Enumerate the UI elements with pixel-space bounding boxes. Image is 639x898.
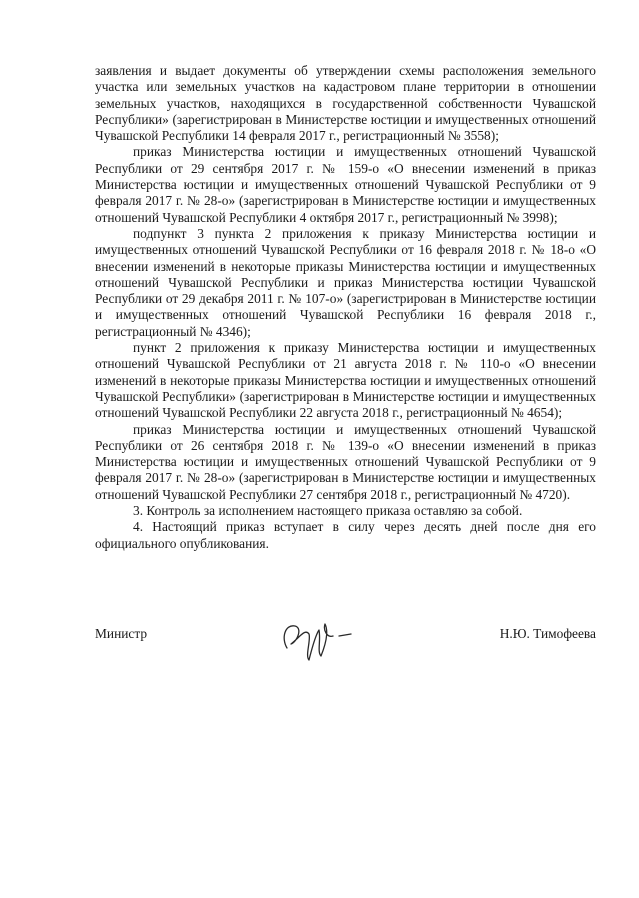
signatory-name: Н.Ю. Тимофеева <box>499 626 596 641</box>
paragraph-effective: 4. Настоящий приказ вступает в силу через десять дней после дня его официального опубликования. <box>95 519 596 551</box>
paragraph-5: приказ Министерства юстиции и имущественных отношений Чувашской Республики от 26 сентября 2018 г. № 139-о «О внесении изменений в приказ Министерства юстиции и имущественных отношений Чувашской Республики от 9 февраля 2017 г. № 28-о» (зарегистрирован в Министерстве юстиции и имущественных отношений Чувашской Республики 27 сентября 2018 г., регистрационный № 4720). <box>95 421 596 502</box>
paragraph-3: подпункт 3 пункта 2 приложения к приказу Министерства юстиции и имущественных отношений Чувашской Республики от 16 февраля 2018 г. № 18-о «О внесении изменений в некоторые приказы Министерства юстиции и имущественных отношений Чувашской Республики и приказ Министерства юстиции Чувашской Республики от 29 декабря 2011 г. № 107-о» (зарегистрирован в Министерстве юстиции и имущественных отношений Чувашской Республики 16 февраля 2018 г., регистрационный № 4346); <box>95 225 596 339</box>
paragraph-control: 3. Контроль за исполнением настоящего приказа оставляю за собой. <box>133 503 523 519</box>
paragraph-2: приказ Министерства юстиции и имущественных отношений Чувашской Республики от 29 сентября 2017 г. № 159-о «О внесении изменений в приказ Министерства юстиции и имущественных отношений Чувашской Республики от 9 февраля 2017 г. № 28-о» (зарегистрирован в Министерстве юстиции и имущественных отношений Чувашской Республики 4 октября 2017 г., регистрационный № 3998); <box>95 144 596 225</box>
paragraph-4: пункт 2 приложения к приказу Министерства юстиции и имущественных отношений Чувашской Республики от 21 августа 2018 г. № 110-о «О внесении изменений в некоторые приказы Министерства юстиции и имущественных отношений Чувашской Республики» (зарегистрирован в Министерстве юстиции и имущественных отношений Чувашской Республики 22 августа 2018 г., регистрационный № 4654); <box>95 340 596 421</box>
signatory-title: Министр <box>95 626 148 641</box>
paragraph-1: заявления и выдает документы об утверждении схемы расположения земельного участка или земельных участков на кадастровом плане территории в отношении земельных участков, находящихся в государственной собственности Чувашской Республики» (зарегистрирован в Министерстве юстиции и имущественных отношений Чувашской Республики 14 февраля 2017 г., регистрационный № 3558); <box>95 63 596 144</box>
signature-block <box>95 620 596 660</box>
handwritten-signature <box>275 616 365 666</box>
document-body <box>95 63 596 552</box>
